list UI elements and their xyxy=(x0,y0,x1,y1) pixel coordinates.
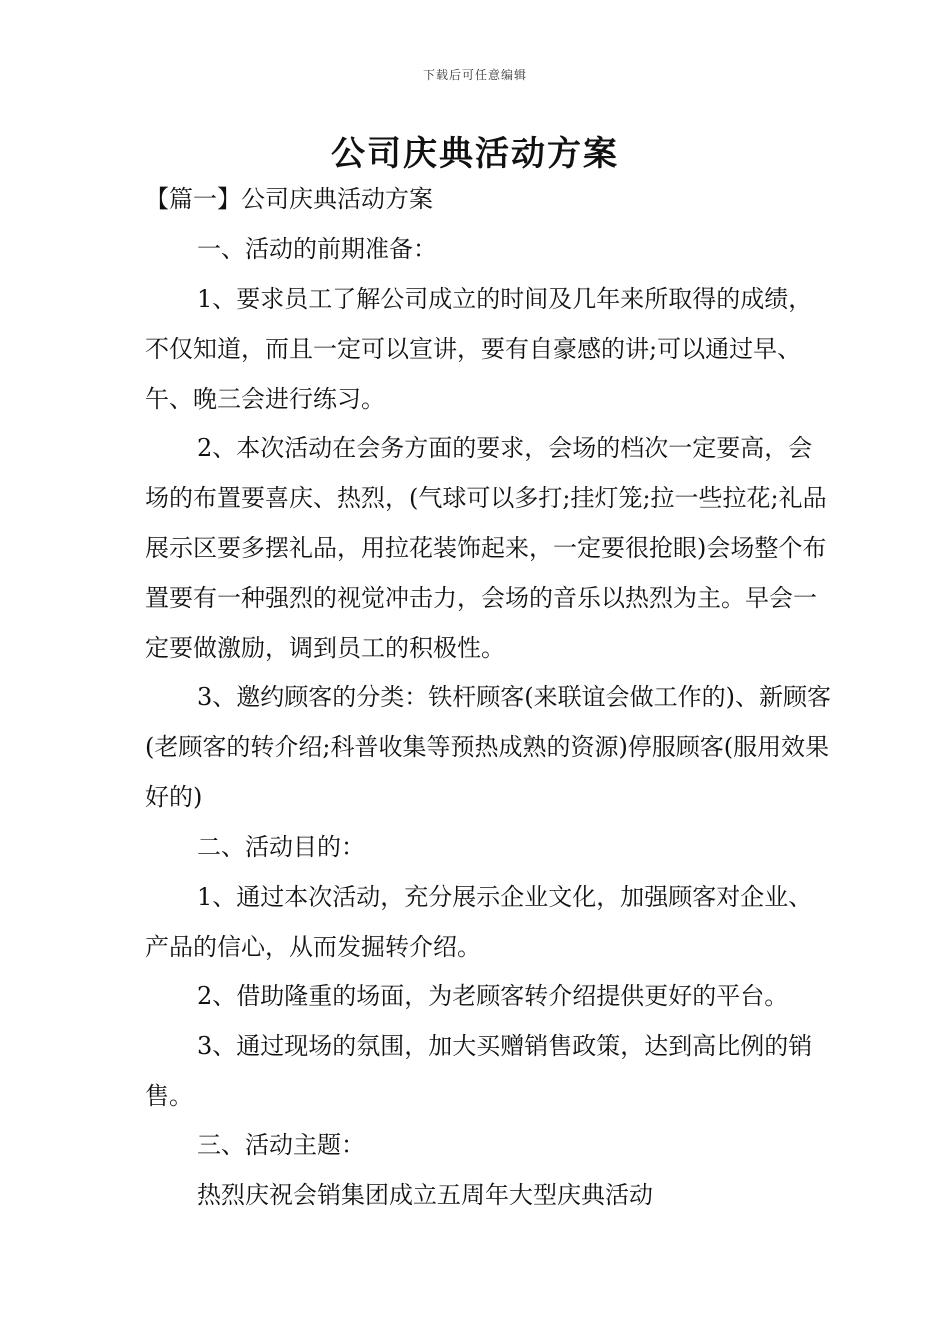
paragraph-5: 二、活动目的： xyxy=(197,833,365,861)
paragraph-9: 三、活动主题： xyxy=(197,1131,365,1159)
paragraph-3: 2、本次活动在会务方面的要求，会场的档次一定要高，会场的布置要喜庆、热烈，(气球可以多打;挂灯笼;拉一些拉花;礼品展示区要多摆礼品，用拉花装饰起来，一定要很抢眼)会场整个布置要有一种强烈的视觉冲击力，会场的音乐以热烈为主。早会一定要做激励，调到员工的积极性。 xyxy=(145,434,827,662)
paragraph-7: 2、借助隆重的场面，为老顾客转介绍提供更好的平台。 xyxy=(197,982,789,1010)
paragraph-8: 3、通过现场的氛围，加大买赠销售政策，达到高比例的销售。 xyxy=(145,1032,813,1110)
section-subtitle: 【篇一】公司庆典活动方案 xyxy=(145,185,433,213)
paragraph-2: 1、要求员工了解公司成立的时间及几年来所取得的成绩，不仅知道，而且一定可以宣讲，要有自豪感的讲;可以通过早、午、晚三会进行练习。 xyxy=(145,285,813,413)
paragraph-10: 热烈庆祝会销集团成立五周年大型庆典活动 xyxy=(197,1181,653,1209)
paragraph-6: 1、通过本次活动，充分展示企业文化，加强顾客对企业、产品的信心，从而发掘转介绍。 xyxy=(145,883,813,961)
page-header-note: 下载后可任意编辑 xyxy=(422,68,527,82)
document-title: 公司庆典活动方案 xyxy=(331,134,619,174)
paragraph-4: 3、邀约顾客的分类：铁杆顾客(来联谊会做工作的)、新顾客(老顾客的转介绍;科普收集等预热成熟的资源)停服顾客(服用效果好的) xyxy=(145,683,831,811)
paragraph-1: 一、活动的前期准备： xyxy=(197,235,437,263)
